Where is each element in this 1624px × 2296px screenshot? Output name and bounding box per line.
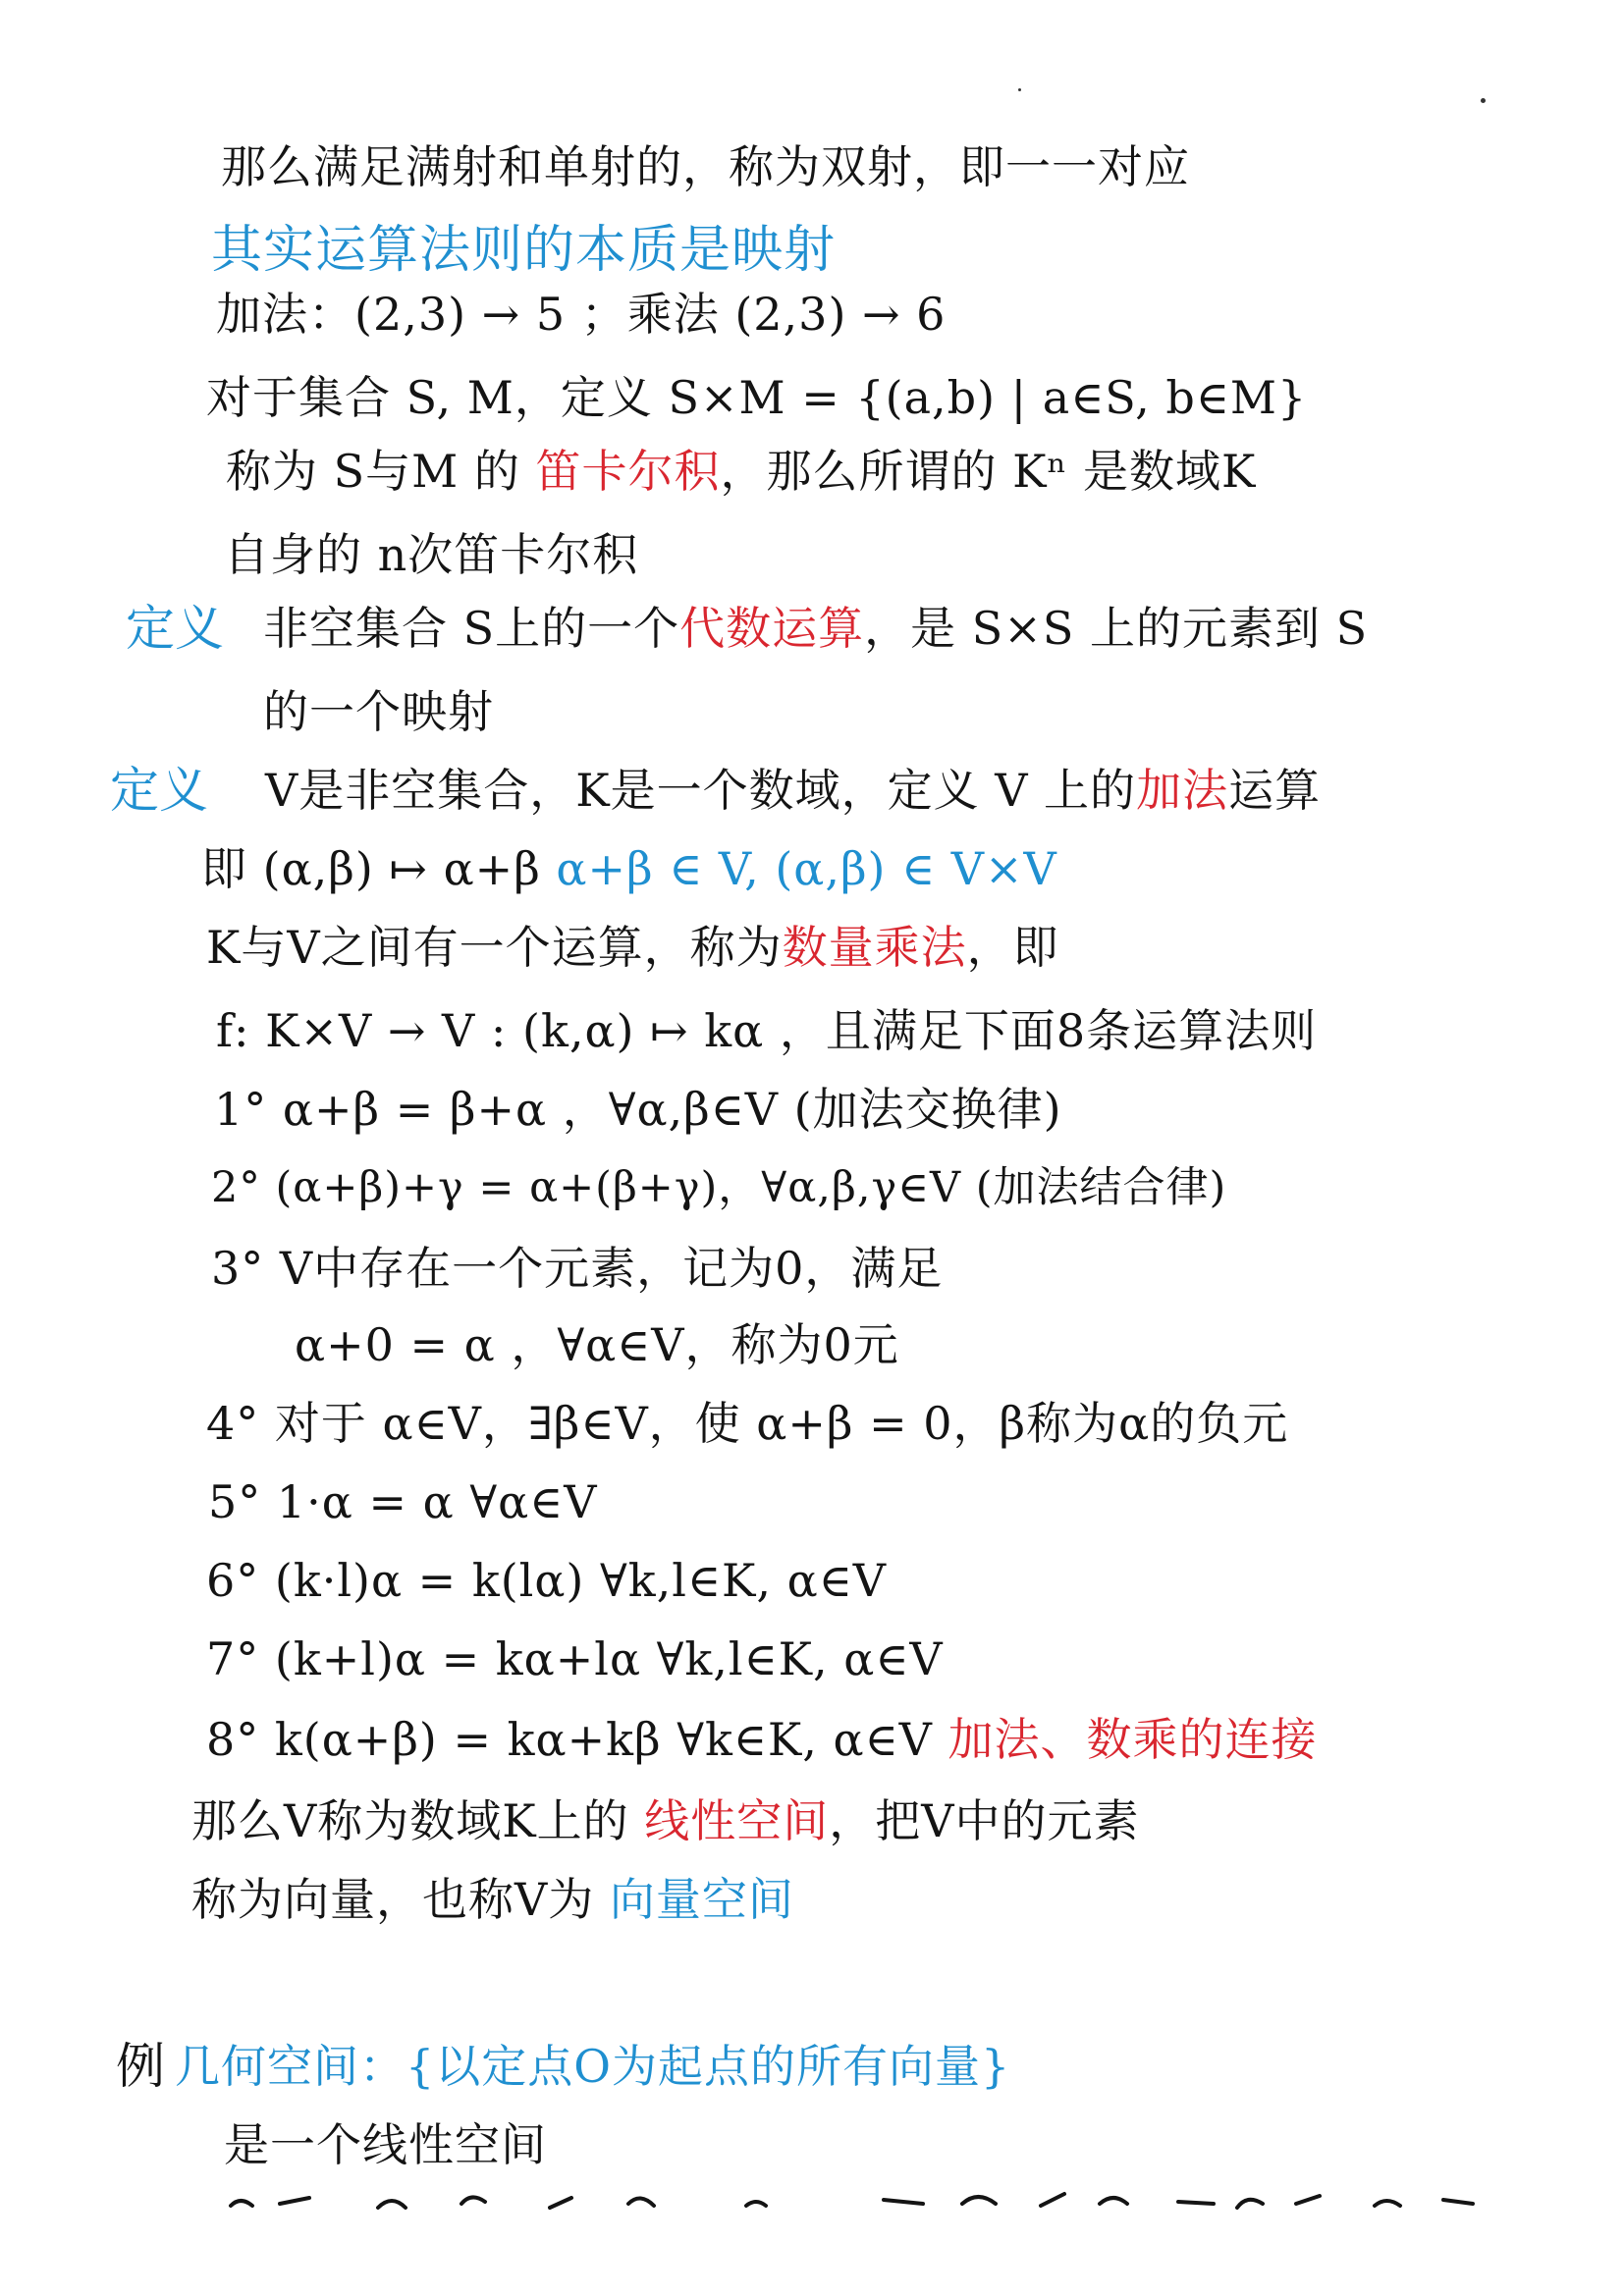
cut-off-handwriting — [0, 2184, 1624, 2214]
note-line-vector-space-2 — [191, 1870, 794, 1929]
note-line-4: 对于集合 S, M，定义 S×M = {(a,b) | a∈S, b∈M} — [206, 371, 1308, 424]
vs-line-1-part-c: ，把V中的元素 — [829, 1794, 1140, 1847]
vs-line-2-part-a: 称为向量，也称V为 — [191, 1873, 610, 1926]
note-line-3: 加法：(2,3) → 5 ；乘法 (2,3) → 6 — [216, 288, 947, 341]
axiom-8-formula: 8° k(α+β) = kα+kβ ∀k∈K, α∈V — [206, 1713, 948, 1766]
note-line-2: 其实运算法则的本质是映射 — [211, 221, 837, 280]
axiom-4: 4° 对于 α∈V，∃β∈V，使 α+β = 0，β称为α的负元 — [206, 1397, 1289, 1450]
line-5-part-a: 称为 S与M 的 — [226, 445, 536, 498]
note-line-7 — [263, 599, 1368, 658]
line-7-part-a: 非空集合 S上的一个 — [263, 602, 680, 655]
line-10-part-a: 即 (α,β) ↦ α+β — [201, 842, 557, 895]
line-9-part-a: V是非空集合，K是一个数域，定义 V 上的 — [265, 764, 1137, 817]
note-line-vector-space-1 — [191, 1791, 1139, 1850]
note-line-5 — [226, 442, 1256, 501]
example-line-1: 几何空间：{以定点O为起点的所有向量} — [175, 2040, 1011, 2093]
axiom-6: 6° (k·l)α = k(lα) ∀k,l∈K, α∈V — [206, 1554, 887, 1607]
line-7-part-c: ，是 S×S 上的元素到 S — [864, 602, 1369, 655]
note-line-11 — [206, 918, 1059, 977]
axiom-7: 7° (k+l)α = kα+lα ∀k,l∈K, α∈V — [206, 1632, 944, 1685]
line-11-part-a: K与V之间有一个运算，称为 — [206, 921, 783, 974]
line-11-part-c: ，即 — [966, 921, 1059, 974]
line-10-part-b: α+β ∈ V, (α,β) ∈ V×V — [556, 842, 1057, 895]
axiom-8 — [206, 1710, 1317, 1769]
definition-label-2: 定义 — [110, 762, 208, 819]
ink-speck — [1481, 98, 1486, 103]
example-label: 例 — [116, 2038, 165, 2095]
axiom-5: 5° 1·α = α ∀α∈V — [208, 1475, 598, 1528]
axiom-1: 1° α+β = β+α ，∀α,β∈V (加法交换律) — [214, 1083, 1062, 1136]
note-line-8: 的一个映射 — [263, 685, 494, 738]
axiom-3-detail: α+0 = α ，∀α∈V，称为0元 — [295, 1318, 899, 1371]
definition-label-1: 定义 — [126, 600, 224, 657]
vector-space-term: 向量空间 — [609, 1873, 794, 1926]
note-line-10 — [201, 839, 1057, 898]
algebraic-operation-term: 代数运算 — [679, 602, 865, 655]
note-line-6: 自身的 n次笛卡尔积 — [224, 528, 639, 581]
ink-speck — [1018, 88, 1021, 91]
line-9-part-c: 运算 — [1228, 764, 1322, 817]
axiom-2: 2° (α+β)+γ = α+(β+γ)，∀α,β,γ∈V (加法结合律) — [211, 1163, 1227, 1212]
line-5-part-c: ，那么所谓的 Kⁿ 是数域K — [720, 445, 1257, 498]
cartesian-product-term: 笛卡尔积 — [535, 445, 721, 498]
vs-line-1-part-a: 那么V称为数域K上的 — [191, 1794, 645, 1847]
addition-term: 加法 — [1136, 764, 1229, 817]
note-line-1: 那么满足满射和单射的，称为双射，即一一对应 — [221, 140, 1190, 193]
scalar-multiplication-term: 数量乘法 — [782, 921, 967, 974]
example-line-2: 是一个线性空间 — [224, 2118, 547, 2171]
note-line-9 — [265, 761, 1321, 820]
note-line-12: f: K×V → V : (k,α) ↦ kα ，且满足下面8条运算法则 — [216, 1004, 1318, 1057]
linear-space-term: 线性空间 — [644, 1794, 830, 1847]
axiom-3: 3° V中存在一个元素，记为0，满足 — [211, 1242, 944, 1295]
axiom-8-note: 加法、数乘的连接 — [947, 1713, 1318, 1766]
